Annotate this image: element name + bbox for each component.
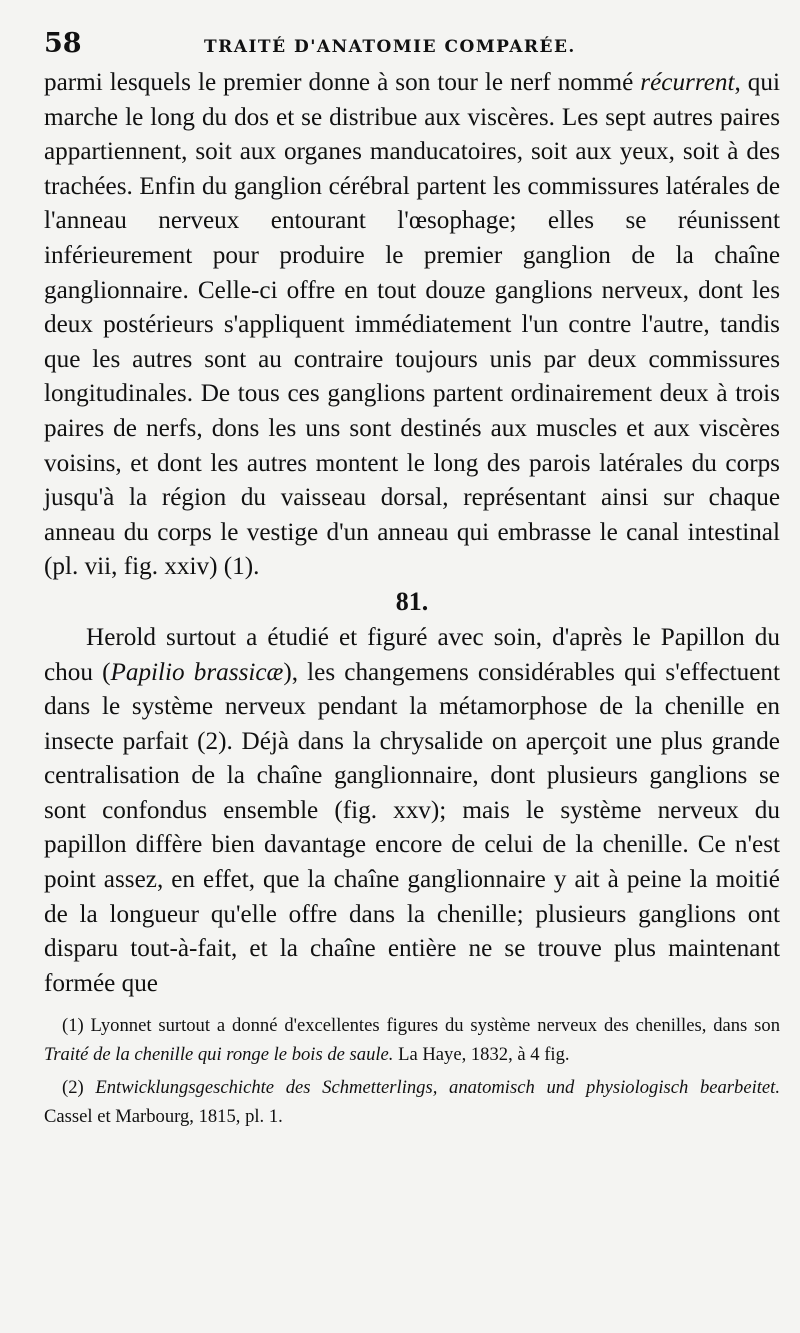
- page-number: 58: [44, 28, 82, 59]
- footnote-text: (1) Lyonnet surtout a donné d'excellentes figures du système nerveux des chenilles, dans son: [62, 1015, 780, 1037]
- paragraph-text: , qui marche le long du dos et se distribue aux viscères. Les sept autres paires appartiennent, soit aux organes manducatoires, soit aux yeux, soit à des trachées. Enfin du ganglion cérébral partent les commissures latérales de l'anneau nerveux entourant l'œsophage; elles se réunissent inférieurement pour produire le premier ganglion de la chaîne ganglionnaire. Celle-ci offre en tout douze ganglions nerveux, dont les deux postérieurs s'appliquent immédiatement l'un contre l'autre, tandis que les autres sont au contraire toujours unis par deux commissures longitudinales. De tous ces ganglions partent ordinairement deux à trois paires de nerfs, dons les uns sont destinés aux muscles et aux viscères voisins, et dont les autres montent le long des parois latérales du corps jusqu'à la région du vaisseau dorsal, représentant ainsi sur chaque anneau du corps le vestige d'un anneau qui embrasse le canal intestinal (pl. vii, fig. xxiv) (1).: [44, 69, 780, 581]
- footnote-title: Traité de la chenille qui ronge le bois de saule.: [44, 1044, 394, 1066]
- page-header: [44, 28, 780, 66]
- running-head: TRAITÉ D'ANATOMIE COMPARÉE.: [204, 37, 576, 57]
- main-text: [44, 66, 780, 1001]
- section-number: 81.: [395, 586, 429, 616]
- book-page: [44, 28, 780, 1135]
- paragraph-text: ), les changemens considérables qui s'effectuent dans le système nerveux pendant la métamorphose de la chenille en insecte parfait (2). Déjà dans la chrysalide on aperçoit une plus grande centralisation de la chaîne ganglionnaire, dont plusieurs ganglions se sont confondus ensemble (fig. xxv); mais le système nerveux du papillon diffère bien davantage encore de celui de la chenille. Ce n'est point assez, en effet, que la chaîne ganglionnaire y ait à peine la moitié de la longueur qu'elle offre dans la chenille; plusieurs ganglions ont disparu tout-à-fait, et la chaîne entière ne se trouve plus maintenant formée que: [44, 658, 780, 997]
- paragraph-continuation: [44, 66, 780, 585]
- footnote-text: La Haye, 1832, à 4 fig.: [393, 1044, 570, 1066]
- footnote-2: [44, 1073, 780, 1131]
- paragraph-text: Herold surtout a étudié et figuré avec soin, d'après le Papillon du chou (: [44, 623, 780, 686]
- paragraph-81: [44, 621, 780, 1002]
- italic-term: récurrent: [640, 69, 735, 96]
- footnote-text: (2): [62, 1077, 96, 1099]
- italic-term: Papilio brassicæ: [110, 658, 284, 686]
- footnote-1: [44, 1011, 780, 1069]
- footnote-text: Cassel et Marbourg, 1815, pl. 1.: [44, 1106, 283, 1128]
- paragraph-text: parmi lesquels le premier donne à son tour le nerf nommé: [44, 69, 641, 96]
- footnote-title: Entwicklungsgeschichte des Schmetterlings, anatomisch und physiologisch bearbeitet.: [95, 1077, 780, 1099]
- footnotes: [44, 1011, 780, 1131]
